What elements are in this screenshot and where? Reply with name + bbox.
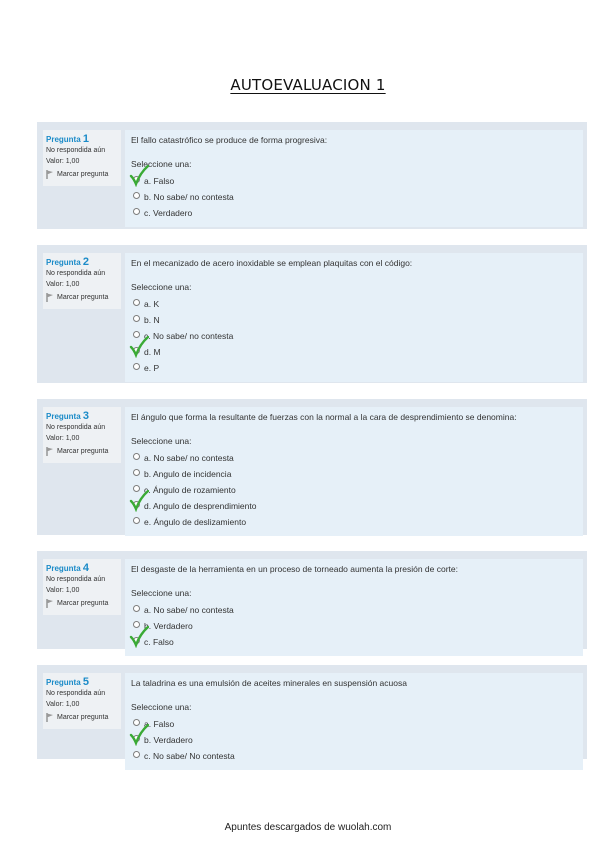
answer-option[interactable]: [131, 189, 577, 205]
page-title: AUTOEVALUACION 1: [230, 76, 386, 94]
question-info: [43, 130, 121, 186]
flag-question-toggle[interactable]: [46, 169, 118, 180]
question-text: El desgaste de la herramienta en un proceso de torneado aumenta la presión de corte:: [131, 564, 458, 574]
answer-option-label: d. M: [144, 347, 161, 357]
radio-button[interactable]: [133, 637, 140, 644]
radio-button[interactable]: [133, 735, 140, 742]
flag-label: Marcar pregunta: [57, 171, 109, 178]
answer-option[interactable]: [131, 296, 577, 312]
question-label: Pregunta: [46, 135, 81, 144]
radio-button[interactable]: [133, 501, 140, 508]
answer-option-label: c. Falso: [144, 637, 174, 647]
radio-button[interactable]: [133, 331, 140, 338]
answer-option[interactable]: [131, 312, 577, 328]
radio-button[interactable]: [133, 347, 140, 354]
answer-option-label: a. Falso: [144, 719, 175, 729]
flag-label: Marcar pregunta: [57, 448, 109, 455]
radio-button[interactable]: [133, 453, 140, 460]
flag-icon: [46, 713, 54, 722]
answer-option-label: e. P: [144, 363, 160, 373]
answer-option-label: c. No sabe/ no contesta: [144, 331, 234, 341]
answer-option-label: b. Verdadero: [144, 735, 193, 745]
question-number: [46, 563, 118, 574]
question-label: Pregunta: [46, 412, 81, 421]
question-value: Valor: 1,00: [46, 281, 80, 288]
question-1: [37, 122, 587, 229]
answer-option[interactable]: [131, 618, 577, 634]
question-label: Pregunta: [46, 678, 81, 687]
answer-option[interactable]: [131, 173, 577, 189]
answer-prompt: Seleccione una:: [131, 702, 192, 712]
question-info: [43, 407, 121, 463]
question-number: [46, 134, 118, 145]
question-info: [43, 253, 121, 309]
radio-button[interactable]: [133, 719, 140, 726]
answer-option-label: b. Angulo de incidencia: [144, 469, 232, 479]
question-3: [37, 399, 587, 535]
question-number-value: 1: [82, 133, 90, 145]
answer-option[interactable]: [131, 450, 577, 466]
answer-option-label: a. No sabe/ no contesta: [144, 453, 234, 463]
radio-button[interactable]: [133, 621, 140, 628]
answer-option[interactable]: [131, 748, 577, 764]
answer-prompt: Seleccione una:: [131, 436, 192, 446]
answer-option-label: b. Verdadero: [144, 621, 193, 631]
question-status: No respondida aún: [46, 147, 106, 154]
flag-icon: [46, 170, 54, 179]
radio-button[interactable]: [133, 176, 140, 183]
answer-option-label: a. K: [144, 299, 160, 309]
answer-option-label: c. No sabe/ No contesta: [144, 751, 235, 761]
flag-icon: [46, 599, 54, 608]
question-text: En el mecanizado de acero inoxidable se emplean plaquitas con el código:: [131, 258, 413, 268]
radio-button[interactable]: [133, 751, 140, 758]
question-info: [43, 559, 121, 615]
radio-button[interactable]: [133, 517, 140, 524]
question-number: [46, 677, 118, 688]
radio-button[interactable]: [133, 299, 140, 306]
radio-button[interactable]: [133, 469, 140, 476]
question-content: [125, 253, 583, 382]
question-status: No respondida aún: [46, 690, 106, 697]
answer-option[interactable]: [131, 344, 577, 360]
answer-prompt: Seleccione una:: [131, 588, 192, 598]
flag-icon: [46, 447, 54, 456]
question-status: No respondida aún: [46, 576, 106, 583]
answer-option[interactable]: [131, 716, 577, 732]
answer-option[interactable]: [131, 328, 577, 344]
radio-button[interactable]: [133, 208, 140, 215]
flag-question-toggle[interactable]: [46, 598, 118, 609]
question-status: No respondida aún: [46, 270, 106, 277]
question-status: No respondida aún: [46, 424, 106, 431]
radio-button[interactable]: [133, 315, 140, 322]
question-number-value: 2: [82, 256, 90, 268]
radio-button[interactable]: [133, 192, 140, 199]
flag-label: Marcar pregunta: [57, 294, 109, 301]
answer-prompt: Seleccione una:: [131, 282, 192, 292]
question-text: El fallo catastrófico se produce de forma progresiva:: [131, 135, 328, 145]
radio-button[interactable]: [133, 605, 140, 612]
answer-option[interactable]: [131, 634, 577, 650]
question-number-value: 3: [82, 410, 90, 422]
question-label: Pregunta: [46, 258, 81, 267]
question-text: La taladrina es una emulsión de aceites minerales en suspensión acuosa: [131, 678, 407, 688]
answer-option-label: b. No sabe/ no contesta: [144, 192, 234, 202]
flag-icon: [46, 293, 54, 302]
flag-question-toggle[interactable]: [46, 292, 118, 303]
answer-option-label: a. No sabe/ no contesta: [144, 605, 234, 615]
question-content: [125, 130, 583, 227]
answer-option-label: c. Verdadero: [144, 208, 193, 218]
answer-option[interactable]: [131, 360, 577, 376]
question-content: [125, 407, 583, 536]
answer-option-label: b. N: [144, 315, 160, 325]
answer-option[interactable]: [131, 602, 577, 618]
flag-question-toggle[interactable]: [46, 712, 118, 723]
question-number: [46, 411, 118, 422]
answer-option[interactable]: [131, 498, 577, 514]
question-value: Valor: 1,00: [46, 158, 80, 165]
question-content: [125, 559, 583, 656]
question-number-value: 4: [82, 562, 90, 574]
radio-button[interactable]: [133, 363, 140, 370]
question-4: [37, 551, 587, 649]
answer-option-label: a. Falso: [144, 176, 175, 186]
answer-option[interactable]: [131, 466, 577, 482]
answer-option-label: c. Ángulo de rozamiento: [144, 485, 236, 495]
question-value: Valor: 1,00: [46, 587, 80, 594]
question-value: Valor: 1,00: [46, 701, 80, 708]
question-value: Valor: 1,00: [46, 435, 80, 442]
question-content: [125, 673, 583, 770]
question-text: El ángulo que forma la resultante de fuerzas con la normal a la cara de desprendimiento se denomina:: [131, 412, 517, 422]
page-footer: Apuntes descargados de wuolah.com: [224, 822, 392, 833]
answer-option[interactable]: [131, 514, 577, 530]
flag-label: Marcar pregunta: [57, 714, 109, 721]
radio-button[interactable]: [133, 485, 140, 492]
question-info: [43, 673, 121, 729]
flag-label: Marcar pregunta: [57, 600, 109, 607]
answer-prompt: Seleccione una:: [131, 159, 192, 169]
question-label: Pregunta: [46, 564, 81, 573]
question-number: [46, 257, 118, 268]
answer-option[interactable]: [131, 732, 577, 748]
answer-option[interactable]: [131, 205, 577, 221]
answer-option-label: e. Ángulo de deslizamiento: [144, 517, 247, 527]
answer-option-label: d. Angulo de desprendimiento: [144, 501, 257, 511]
flag-question-toggle[interactable]: [46, 446, 118, 457]
question-2: [37, 245, 587, 383]
question-list: [37, 122, 587, 765]
answer-option[interactable]: [131, 482, 577, 498]
question-number-value: 5: [82, 676, 90, 688]
question-5: [37, 665, 587, 759]
